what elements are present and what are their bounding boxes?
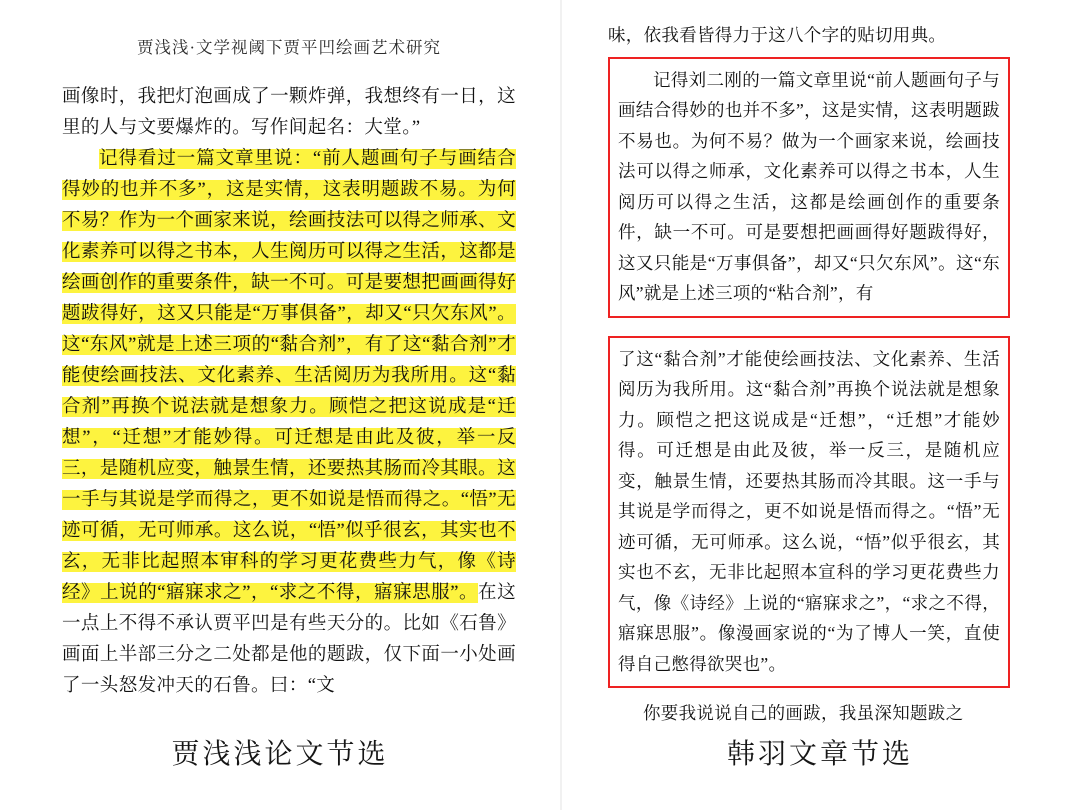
top-line: 味，依我看皆得力于这八个字的贴切用典。 (608, 25, 947, 45)
caption-left: 贾浅浅论文节选 (171, 739, 389, 770)
highlight-span: 记得看过一篇文章里说：“前人题画句子与画结合得妙的也并不多”，这是实情，这表明题跋不易。为何不易？作为一个画家来说，绘画技法可以得之师承、文化素养可以得之书本，人生阅历可以得之生活，这都是绘画创作的重要条件，缺一不可。可是要想把画画得好题跋得好，这又只能是“万事俱备”，却又“只欠东风”。这“东风”就是上述三项的“黏合剂”，有了这“黏合剂”才能使绘画技法、文化素养、生活阅历为我所用。这“黏合剂”再换个说法就是想象力。顾恺之把这说成是“迁想”，“迁想”才能妙得。可迁想是由此及彼，举一反三，是随机应变，触景生情，还要热其肠而冷其眼。这一手与其说是学而得之，更不如说是悟而得之。“悟”无迹可循，无可师承。这么说，“悟”似乎很玄，其实也不玄，无非比起照本审科的学习更花费些力气，像《诗经》上说的“寤寐求之”，“求之不得，寤寐思服”。 (62, 149, 516, 603)
bottom-line: 你要我说说自己的画跋，我虽深知题跋之 (643, 703, 964, 723)
red-box-2 (608, 336, 1010, 689)
caption-row (0, 732, 1080, 772)
left-text-block (62, 82, 516, 702)
red-box-1 (608, 57, 1010, 318)
boxed-paragraph-2: 了这“黏合剂”才能使绘画技法、文化素养、生活阅历为我所用。这“黏合剂”再换个说法就是想象力。顾恺之把这说成是“迁想”，“迁想”才能妙得。可迁想是由此及彼，举一反三，是随机应变，触景生情，还要热其肠而冷其眼。这一手与其说是学而得之，更不如说是悟而得之。“悟”无迹可循，无可师承。这么说，“悟”似乎很玄，其实也不玄，无非比起照本宣科的学习更花费些力气，像《诗经》上说的“寤寐求之”，“求之不得，寤寐思服”。像漫画家说的“为了博人一笑，直使得自己憋得欲哭也”。 (618, 348, 1000, 674)
paragraph-tail: 在这一点上不得不承认贾平凹是有些天分的。比如《石鲁》画面上半部三分之二处都是他的题跋，仅下面一小处画了一头怒发冲天的石鲁。曰：“文 (62, 583, 516, 696)
running-head: 贾浅浅·文学视阈下贾平凹绘画艺术研究 (137, 38, 441, 57)
right-document-column (560, 0, 1080, 810)
boxed-paragraph-1: 记得刘二刚的一篇文章里说“前人题画句子与画结合得妙的也并不多”，这是实情，这表明题跋不易也。为何不易？做为一个画家来说，绘画技法可以得之师承，文化素养可以得之书本，人生阅历可以得之生活，这都是绘画创作的重要条件，缺一不可。可是要想把画画得好题跋得好，这又只能是“万事俱备”，却又“只欠东风”。这“东风”就是上述三项的“粘合剂”，有 (618, 69, 1000, 303)
right-text-block (608, 20, 1010, 729)
caption-right: 韩羽文章节选 (726, 739, 913, 770)
highlighted-paragraph (62, 144, 516, 702)
paragraph-continuation: 画像时，我把灯泡画成了一颗炸弹，我想终有一日，这里的人与文要爆炸的。写作间起名：大堂。” (62, 87, 516, 138)
